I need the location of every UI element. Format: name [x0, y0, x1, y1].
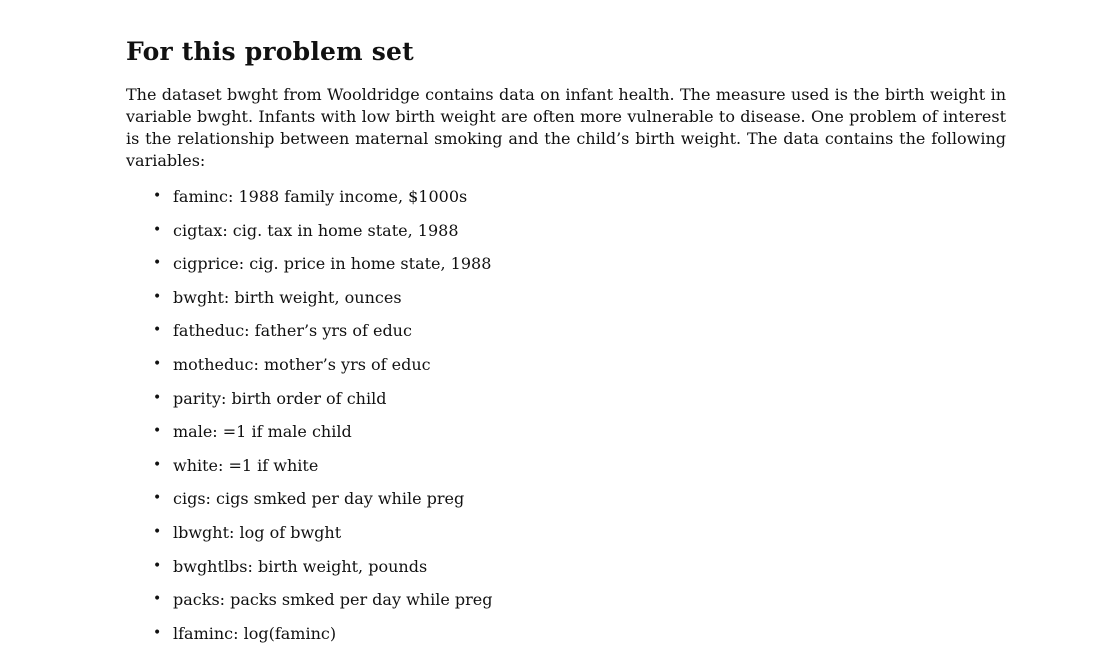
variable-text: lbwght: log of bwght	[173, 522, 342, 542]
variable-text: cigprice: cig. price in home state, 1988	[173, 254, 492, 274]
variable-text: white: =1 if white	[173, 455, 319, 475]
list-item	[126, 583, 1006, 617]
intro-paragraph: The dataset bwght from Wooldridge contains data on infant health. The measure used is the birth weight in variable bwght. Infants with low birth weight are often more vulnerable to disease. One problem of interest is the relationship between maternal smoking and the child’s birth weight. The data contains the following variables:	[126, 85, 1006, 170]
variable-text: packs: packs smked per day while preg	[173, 590, 493, 610]
section-title: For this problem set	[126, 37, 414, 66]
bullet-icon: •	[153, 188, 162, 204]
variable-text: bwght: birth weight, ounces	[173, 287, 402, 307]
variable-text: motheduc: mother’s yrs of educ	[173, 354, 431, 374]
variable-text: faminc: 1988 family income, $1000s	[173, 187, 468, 206]
bullet-icon: •	[153, 557, 162, 574]
list-item	[126, 382, 1006, 416]
list-item	[126, 516, 1006, 550]
bullet-icon: •	[153, 456, 162, 473]
list-item	[126, 214, 1006, 248]
list-item	[126, 348, 1006, 382]
variable-text: cigs: cigs smked per day while preg	[173, 489, 465, 509]
list-item	[126, 617, 1006, 651]
variable-text: bwghtlbs: birth weight, pounds	[173, 556, 428, 576]
bullet-icon: •	[153, 255, 162, 272]
bullet-icon: •	[153, 288, 162, 305]
bullet-icon: •	[153, 490, 162, 507]
variable-text: male: =1 if male child	[173, 422, 352, 442]
list-item	[126, 180, 1006, 214]
list-item	[126, 314, 1006, 348]
bullet-icon: •	[153, 389, 162, 406]
bullet-icon: •	[153, 591, 162, 608]
variable-text: cigtax: cig. tax in home state, 1988	[173, 220, 459, 240]
variable-text: fatheduc: father’s yrs of educ	[173, 321, 412, 341]
bullet-icon: •	[153, 523, 162, 540]
bullet-icon: •	[153, 423, 162, 440]
list-item	[126, 449, 1006, 483]
bullet-icon: •	[153, 221, 162, 238]
list-item	[126, 281, 1006, 315]
bullet-icon: •	[153, 322, 162, 339]
variable-list	[126, 180, 1006, 650]
list-item	[126, 247, 1006, 281]
bullet-icon: •	[153, 355, 162, 372]
list-item	[126, 415, 1006, 449]
bullet-icon: •	[153, 624, 162, 641]
list-item	[126, 482, 1006, 516]
variable-text: lfaminc: log(faminc)	[173, 623, 337, 643]
document-page	[126, 34, 1006, 650]
list-item	[126, 550, 1006, 584]
variable-text: parity: birth order of child	[173, 388, 387, 408]
